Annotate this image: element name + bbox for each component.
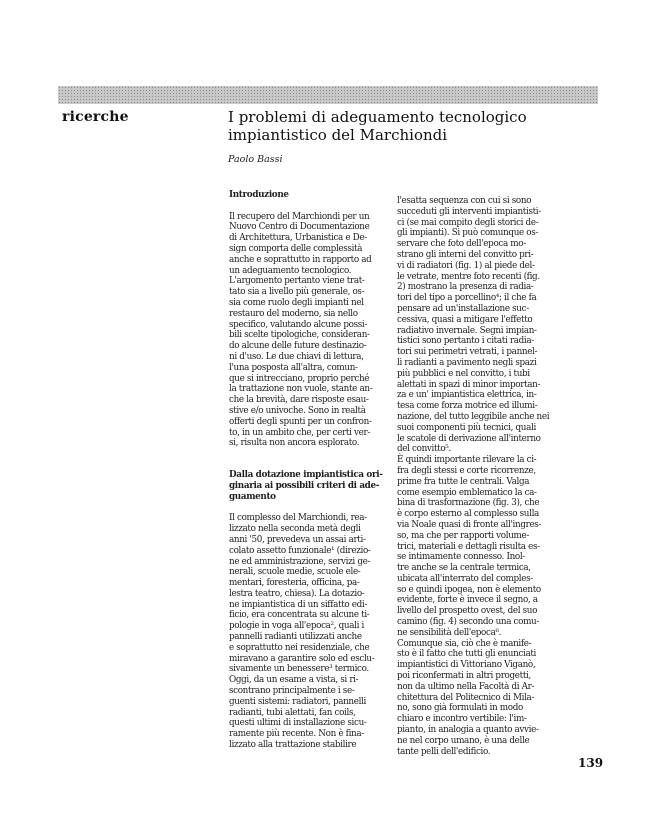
text-line: del convitto⁵. — [397, 444, 451, 455]
text-line: sign comporta delle complessità — [229, 243, 363, 254]
intro-paragraph — [229, 212, 385, 450]
spacer — [229, 449, 385, 470]
text-line: trici, materiali e dettagli risulta es- — [397, 541, 540, 552]
text-line: via Noale quasi di fronte all'ingres- — [397, 519, 542, 530]
text-line: scontrano principalmente i se- — [229, 686, 355, 697]
text-line: poi riconfermati in altri progetti, — [397, 671, 531, 682]
text-line: tori sui perimetri vetrati, i pannel- — [397, 347, 538, 358]
text-line: lestra teatro, chiesa). La dotazio- — [229, 588, 365, 599]
text-line: non da ultimo nella Facoltà di Ar- — [397, 681, 535, 692]
text-line: tato sia a livello più generale, os- — [229, 287, 365, 298]
text-line: ne nel corpo umano, è una delle — [397, 735, 530, 746]
text-line: ficio, era concentrata su alcune ti- — [229, 610, 370, 621]
text-line: ne impiantistica di un siffatto edi- — [229, 599, 367, 610]
text-line: sivamente un benessere³ termico. — [229, 664, 369, 675]
text-line: fra degli stessi e corte ricorrenze, — [397, 465, 536, 476]
text-line: livello del prospetto ovest, del suo — [397, 606, 538, 617]
text-line: miravano a garantire solo ed esclu- — [229, 653, 375, 664]
text-line: pologie in voga all'epoca², quali i — [229, 621, 364, 632]
text-line: bili scelte tipologiche, consideran- — [229, 330, 370, 341]
text-line: le scatole di derivazione all'interno — [397, 433, 541, 444]
article-title — [228, 108, 558, 144]
text-line: Nuovo Centro di Documentazione — [229, 222, 370, 233]
text-line: un adeguamento tecnologico. — [229, 265, 352, 276]
text-line: tante pelli dell'edificio. — [397, 746, 491, 757]
left-column — [229, 190, 385, 751]
section-label: ricerche — [62, 109, 129, 125]
text-line: no, sono già formulati in modo — [397, 703, 523, 714]
text-line: anni '50, prevedeva un assai arti- — [229, 534, 366, 545]
text-line: mentari, foresteria, officina, pa- — [229, 578, 360, 589]
text-line: più pubblici e nel convitto, i tubi — [397, 368, 530, 379]
heading-introduzione: Introduzione — [229, 190, 289, 200]
text-line: questi ultimi di installazione sicu- — [229, 718, 367, 729]
text-line: specifico, valutando alcune possi- — [229, 319, 367, 330]
text-line: Il recupero del Marchiondi per un — [229, 211, 370, 222]
text-line: so e quindi ipogea, non è elemento — [397, 584, 541, 595]
text-line: cessiva, quasi a mitigare l'effetto — [397, 314, 533, 325]
text-line: ubicata all'interrato del comples- — [397, 573, 533, 584]
text-line: di Architettura, Urbanistica e De- — [229, 233, 367, 244]
text-line: strano gli interni del convitto pri- — [397, 249, 534, 260]
heading-line: Dalla dotazione impiantistica ori- — [229, 470, 383, 481]
heading-dotazione — [229, 470, 385, 502]
text-line: vi di radiatori (fig. 1) al piede del- — [397, 260, 535, 271]
text-line: ramente più recente. Non è fina- — [229, 729, 364, 740]
text-line: l'esatta sequenza con cui si sono — [397, 196, 532, 206]
text-line: le vetrate, mentre foto recenti (fig. — [397, 271, 540, 282]
spacer — [229, 201, 385, 212]
text-line: stive e/o univoche. Sono in realtà — [229, 405, 366, 416]
text-line: 2) mostrano la presenza di radia- — [397, 282, 534, 293]
text-line: impiantistici di Vittoriano Viganò, — [397, 660, 536, 671]
text-line: sia come ruolo degli impianti nel — [229, 297, 364, 308]
text-line: chitettura del Politecnico di Mila- — [397, 692, 535, 703]
text-line: sto è il fatto che tutti gli enunciati — [397, 649, 536, 660]
text-line: que si intrecciano, proprio perché — [229, 373, 370, 384]
text-line: Comunque sia, ciò che è manife- — [397, 638, 532, 649]
author-name: Paolo Bassi — [228, 154, 283, 165]
text-line: li radianti a pavimento negli spazi — [397, 357, 537, 368]
spacer — [229, 503, 385, 514]
text-line: Il complesso del Marchiondi, rea- — [229, 513, 367, 524]
text-line: chiaro e incontro vertibile: l'im- — [397, 714, 527, 725]
text-line: restauro del moderno, sia nello — [229, 308, 358, 319]
text-line: za e un' impiantistica elettrica, in- — [397, 390, 537, 401]
title-line: I problemi di adeguamento tecnologico — [228, 108, 527, 126]
text-line: che la brevità, dare risposte esau- — [229, 395, 369, 406]
text-line: camino (fig. 4) secondo una comu- — [397, 617, 539, 628]
text-line: nerali, scuole medie, scuole ele- — [229, 567, 361, 578]
text-line: colato assetto funzionale¹ (direzio- — [229, 545, 371, 556]
dotazione-paragraph — [229, 513, 385, 751]
text-line: la trattazione non vuole, stante an- — [229, 384, 373, 395]
text-line: tistici sono pertanto i citati radia- — [397, 336, 534, 347]
text-line: offerti degli spunti per un confron- — [229, 416, 372, 427]
text-line: servare che foto dell'epoca mo- — [397, 239, 526, 250]
text-line: pianto, in analogia a quanto avvie- — [397, 725, 539, 736]
text-line: nazione, del tutto leggibile anche nei — [397, 411, 550, 422]
text-line: anche e soprattutto in rapporto ad — [229, 254, 372, 265]
text-line: si, risulta non ancora esplorato. — [229, 438, 360, 449]
text-line: è corpo esterno al complesso sulla — [397, 509, 539, 520]
text-line: come esempio emblematico la ca- — [397, 487, 537, 498]
text-line: lizzato alla trattazione stabilire — [229, 740, 357, 751]
text-line: pannelli radianti utilizzati anche — [229, 632, 362, 643]
text-line: succeduti gli interventi impiantisti- — [397, 206, 541, 217]
text-line: se intimamente connesso. Inol- — [397, 552, 525, 563]
text-line: suoi componenti più tecnici, quali — [397, 422, 536, 433]
header-band — [58, 86, 598, 104]
text-line: tori del tipo a porcellino⁴; il che fa — [397, 293, 537, 304]
right-column — [397, 196, 555, 757]
text-line: tesa come forza motrice ed illumi- — [397, 401, 538, 412]
text-line: ci (se mai compito degli storici de- — [397, 217, 539, 228]
heading-line: ginaria ai possibili criteri di ade- — [229, 480, 380, 491]
text-line: prime fra tutte le centrali. Valga — [397, 476, 530, 487]
text-line: L'argomento pertanto viene trat- — [229, 276, 365, 287]
text-line: so, ma che per rapporti volume- — [397, 530, 529, 541]
text-line: ne sensibilità dell'epoca⁶. — [397, 627, 502, 638]
text-line: lizzato nella seconda metà degli — [229, 524, 361, 535]
text-line: guenti sistemi: radiatori, pannelli — [229, 696, 366, 707]
text-line: do alcune delle future destinazio- — [229, 341, 367, 352]
text-line: evidente, forte è invece il segno, a — [397, 595, 538, 606]
text-line: È quindi importante rilevare la ci- — [397, 455, 537, 466]
title-line: impiantistico del Marchiondi — [228, 126, 448, 144]
text-line: Oggi, da un esame a vista, si ri- — [229, 675, 359, 686]
heading-line: guamento — [229, 491, 276, 502]
text-line: ni d'uso. Le due chiavi di lettura, — [229, 351, 364, 362]
text-line: bina di trasformazione (fig. 3), che — [397, 498, 540, 509]
page-number: 139 — [578, 756, 604, 770]
text-line: ne ed amministrazione, servizi ge- — [229, 556, 371, 567]
text-line: radianti, tubi alettati, fan coils, — [229, 707, 356, 718]
text-line: l'una posposta all'altra, comun- — [229, 362, 358, 373]
text-line: e soprattutto nei residenziale, che — [229, 642, 370, 653]
text-line: to, in un ambito che, per certi ver- — [229, 427, 370, 438]
text-line: tre anche se la centrale termica, — [397, 563, 531, 574]
text-line: gli impianti). Si può comunque os- — [397, 228, 539, 239]
text-line: alettati in spazi di minor importan- — [397, 379, 541, 390]
text-line: radiativo invernale. Segni impian- — [397, 325, 537, 336]
text-line: pensare ad un'installazione suc- — [397, 303, 529, 314]
